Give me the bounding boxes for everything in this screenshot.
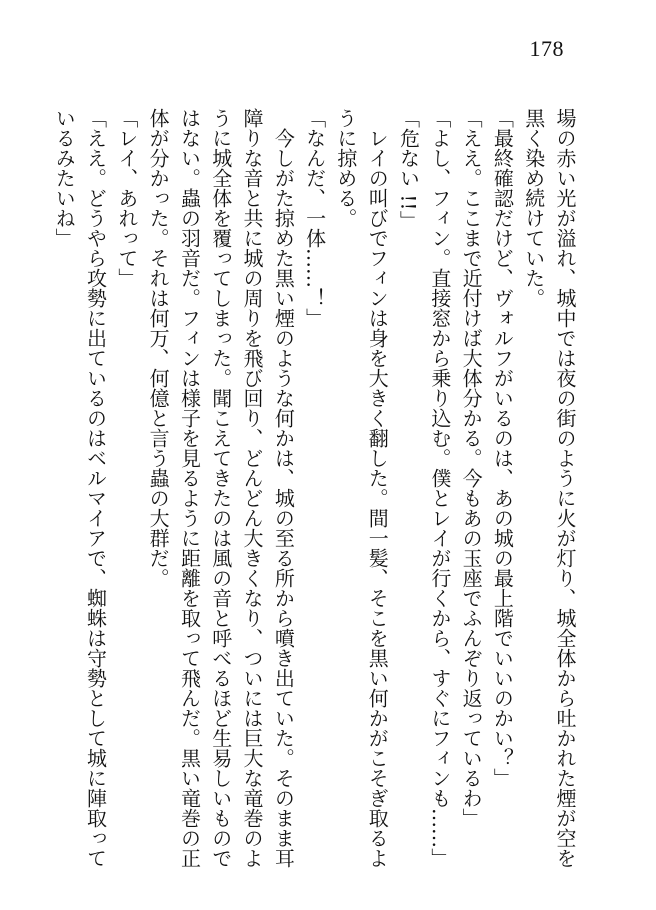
text-line: はない。蟲の羽音だ。フィンは様子を見るように距離を取って飛んだ。黒い竜巻の正 [177, 108, 202, 868]
text-line: 「ええ。どうやら攻勢に出ているのはベルマイアで、蜘蛛は守勢として城に陣取って [83, 108, 108, 868]
text-line: 障りな音と共に城の周りを飛び回り、どんどん大きくなり、ついには巨大な竜巻のよ [240, 108, 265, 868]
text-line: 「レイ、あれって」 [114, 108, 139, 288]
text-line: 場の赤い光が溢れ、城中では夜の街のように火が灯り、城全体から吐かれた煙が空を [553, 108, 577, 868]
text-line: 体が分かった。それは何万、何億と言う蟲の大群だ。 [146, 108, 171, 588]
text-line: うに掠める。 [333, 108, 358, 228]
page-number: 178 [529, 36, 564, 61]
text-line: 「ええ。ここまで近付けば大体分かる。今もあの玉座でふんぞり返っているわ」 [459, 108, 484, 828]
text-line: 黒く染め続けていた。 [521, 108, 546, 308]
text-line: いるみたいね」 [52, 108, 77, 248]
text-line: 「最終確認だけど、ヴォルフがいるのは、あの城の最上階でいいのかい？」 [490, 108, 515, 788]
text-line: 今しがた掠めた黒い煙のような何かは、城の至る所から噴き出ていた。そのまま耳 [271, 108, 296, 868]
vertical-text-body [52, 108, 580, 868]
text-line: レイの叫びでフィンは身を大きく翻した。間一髪、そこを黒い何かがこそぎ取るよ [365, 108, 390, 868]
text-line: 「よし、フィン。直接窓から乗り込む。僕とレイが行くから、すぐにフィンも……」 [427, 108, 452, 868]
text-line: 「危ない !!」 [396, 108, 421, 231]
text-line: うに城全体を覆ってしまった。聞こえてきたのは風の音と呼べるほど生易しいもので [208, 108, 233, 868]
text-line: 「なんだ、一体……！」 [302, 108, 327, 328]
